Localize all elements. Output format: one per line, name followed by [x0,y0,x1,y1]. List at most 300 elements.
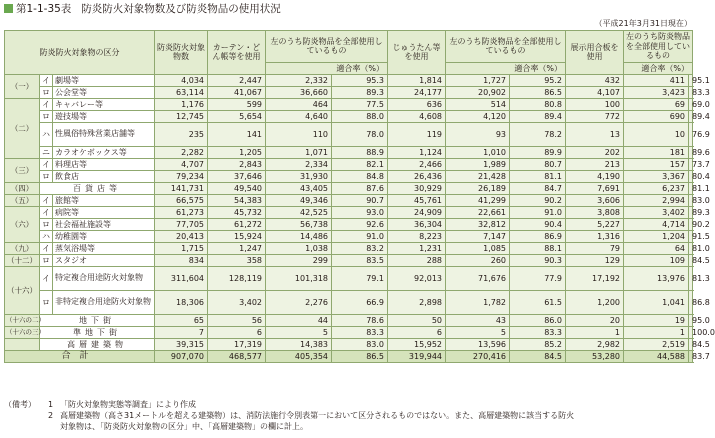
group-label: （十六） [5,266,40,314]
cell-value: 86.5 [510,86,566,98]
cell-value: 91.5 [689,230,693,242]
category-name: 社会福祉施設等 [53,218,155,230]
header-curtain: カーテン・どん帳等を使用 [208,31,266,75]
cell-value: 17,319 [208,338,266,350]
cell-value: 1 [624,326,689,338]
cell-value: 15,924 [208,230,266,242]
cell-value: 81.0 [689,242,693,254]
group-label [5,338,40,350]
category-name: 性風俗特殊営業店舗等 [53,122,155,146]
cell-value: 42,525 [266,206,332,218]
header-rate-curtain: 適合率（%） [266,62,388,74]
category-name: カラオケボックス等 [53,146,155,158]
table-row [5,290,693,314]
cell-value: 128,119 [208,266,266,290]
category-mark: イ [40,74,53,86]
total-value: 86.5 [332,350,388,362]
cell-value: 95.2 [510,74,566,86]
cell-value: 79.1 [332,266,388,290]
as-of-date: （平成21年3月31日現在） [594,19,692,28]
category-mark: イ [40,98,53,110]
table-row [5,110,693,122]
cell-value: 84.5 [689,338,693,350]
cell-value: 4,120 [446,110,510,122]
total-value: 907,070 [155,350,208,362]
cell-value: 30,929 [388,182,446,194]
cell-value: 1,715 [155,242,208,254]
cell-value: 3,606 [566,194,624,206]
cell-value: 3,367 [624,170,689,182]
cell-value: 89.9 [510,146,566,158]
cell-value: 109 [624,254,689,266]
cell-value: 14,486 [266,230,332,242]
table-row [5,182,693,194]
cell-value: 110 [266,122,332,146]
table-row [5,314,693,326]
cell-value: 83.0 [332,338,388,350]
cell-value: 20,902 [446,86,510,98]
cell-value: 83.2 [332,242,388,254]
cell-value: 2,332 [266,74,332,86]
cell-value: 26,189 [446,182,510,194]
table-row [5,338,693,350]
cell-value: 93 [446,122,510,146]
cell-value: 2,898 [388,290,446,314]
cell-value: 82.1 [332,158,388,170]
cell-value: 49,540 [208,182,266,194]
category-mark: ハ [40,122,53,146]
cell-value: 299 [266,254,332,266]
category-mark: ロ [40,110,53,122]
cell-value: 4,190 [566,170,624,182]
cell-value: 2,994 [624,194,689,206]
table-row [5,146,693,158]
cell-value: 76.9 [689,122,693,146]
cell-value: 45,732 [208,206,266,218]
group-label: （九） [5,242,40,254]
cell-value: 8,223 [388,230,446,242]
cell-value: 78.6 [332,314,388,326]
cell-value: 100 [566,98,624,110]
cell-value: 95.1 [689,74,693,86]
cell-value: 1,176 [155,98,208,110]
cell-value: 24,177 [388,86,446,98]
cell-value: 2,843 [208,158,266,170]
group-label: （五） [5,194,40,206]
cell-value: 260 [446,254,510,266]
category-mark: イ [40,242,53,254]
cell-value: 4,714 [624,218,689,230]
total-value: 319,944 [388,350,446,362]
cell-value: 89.4 [689,110,693,122]
category-mark: ハ [40,230,53,242]
cell-value: 5,654 [208,110,266,122]
cell-value: 77.9 [510,266,566,290]
cell-value: 2,282 [155,146,208,158]
category-name: 特定複合用途防火対象物 [53,266,155,290]
total-value: 84.5 [510,350,566,362]
cell-value: 411 [624,74,689,86]
category-name: 病院等 [53,206,155,218]
cell-value: 213 [566,158,624,170]
cell-value: 83.3 [332,326,388,338]
cell-value: 80.7 [510,158,566,170]
category-mark: ニ [40,146,53,158]
category-name: 非特定複合用途防火対象物 [53,290,155,314]
table-title-text: 防炎防火対象物数及び防炎物品の使用状況 [81,3,281,15]
cell-value: 37,646 [208,170,266,182]
cell-value: 63,114 [155,86,208,98]
cell-value: 1,814 [388,74,446,86]
category-name: 蒸気浴場等 [53,242,155,254]
total-value: 44,588 [624,350,689,362]
cell-value: 235 [155,122,208,146]
cell-value: 2,519 [624,338,689,350]
cell-value: 83.3 [510,326,566,338]
cell-value: 86.0 [510,314,566,326]
cell-value: 15,952 [388,338,446,350]
cell-value: 89.3 [689,206,693,218]
notes [4,399,694,432]
total-value: 270,416 [446,350,510,362]
header-plywood: 展示用合板を使用 [566,31,624,75]
cell-value: 636 [388,98,446,110]
category-name: 飲食店 [53,170,155,182]
cell-value: 83.5 [332,254,388,266]
cell-value: 88.1 [510,242,566,254]
cell-value: 3,402 [208,290,266,314]
cell-value: 1,782 [446,290,510,314]
header-rate-carpet: 適合率（%） [446,62,566,74]
cell-value: 12,745 [155,110,208,122]
cell-value: 101,318 [266,266,332,290]
cell-value: 7,147 [446,230,510,242]
cell-value: 20 [566,314,624,326]
category-name: 旅館等 [53,194,155,206]
category-name: 幼稚園等 [53,230,155,242]
cell-value: 4,107 [566,86,624,98]
cell-value: 61,272 [208,218,266,230]
cell-value: 90.3 [510,254,566,266]
category-mark: イ [40,266,53,290]
cell-value: 141 [208,122,266,146]
cell-value: 1,727 [446,74,510,86]
table-number: 第1-1-35表 [16,3,72,15]
cell-value: 20,413 [155,230,208,242]
cell-value: 66,575 [155,194,208,206]
cell-value: 22,661 [446,206,510,218]
cell-value: 4,707 [155,158,208,170]
cell-value: 4,034 [155,74,208,86]
cell-value: 93.0 [332,206,388,218]
table-body [5,74,715,362]
cell-value: 100.0 [689,326,693,338]
table-row [5,218,693,230]
cell-value: 77.5 [332,98,388,110]
cell-value: 13,976 [624,266,689,290]
cell-value: 95.3 [332,74,388,86]
cell-value: 2,447 [208,74,266,86]
cell-value: 81.1 [689,182,693,194]
cell-value: 6 [388,326,446,338]
cell-value: 65 [155,314,208,326]
cell-value: 90.7 [332,194,388,206]
table-row [5,266,693,290]
cell-value: 4,640 [266,110,332,122]
cell-value: 1,038 [266,242,332,254]
group-label: （十二） [5,254,40,266]
total-label: 合計 [5,350,155,362]
cell-value: 85.2 [510,338,566,350]
cell-value: 3,402 [624,206,689,218]
data-table [4,30,715,363]
cell-value: 834 [155,254,208,266]
table-row [5,74,693,86]
note-2-number: 2 [48,411,54,420]
cell-value: 31,930 [266,170,332,182]
cell-value: 79,234 [155,170,208,182]
cell-value: 92.6 [332,218,388,230]
cell-value: 1,085 [446,242,510,254]
cell-value: 90.2 [510,194,566,206]
total-value: 405,354 [266,350,332,362]
cell-value: 56,738 [266,218,332,230]
cell-value: 288 [388,254,446,266]
cell-value: 83.0 [689,194,693,206]
total-value: 53,280 [566,350,624,362]
cell-value: 90.2 [689,218,693,230]
table-row [5,254,693,266]
cell-value: 61,273 [155,206,208,218]
category-mark: ロ [40,290,53,314]
cell-value: 5,227 [566,218,624,230]
table-title [4,2,281,16]
category-name: 劇場等 [53,74,155,86]
group-label: （十六の三） [5,326,40,338]
cell-value: 92,013 [388,266,446,290]
category-name: スタジオ [53,254,155,266]
notes-label: （備考） [4,400,36,409]
group-label: （四） [5,182,40,194]
category-name: 百貨店等 [40,182,155,194]
cell-value: 14,383 [266,338,332,350]
cell-value: 79 [566,242,624,254]
cell-value: 5 [446,326,510,338]
cell-value: 89.6 [689,146,693,158]
cell-value: 13 [566,122,624,146]
table-row [5,122,693,146]
cell-value: 1,071 [266,146,332,158]
cell-value: 3,808 [566,206,624,218]
cell-value: 78.0 [332,122,388,146]
cell-value: 84.7 [510,182,566,194]
cell-value: 181 [624,146,689,158]
cell-value: 36,660 [266,86,332,98]
cell-value: 54,383 [208,194,266,206]
cell-value: 1,231 [388,242,446,254]
cell-value: 514 [446,98,510,110]
header-carpet: じゅうたん等を使用 [388,31,446,75]
cell-value: 88.9 [332,146,388,158]
cell-value: 56 [208,314,266,326]
cell-value: 61.5 [510,290,566,314]
group-label: （一） [5,74,40,98]
cell-value: 45,761 [388,194,446,206]
cell-value: 4,608 [388,110,446,122]
cell-value: 84.5 [689,254,693,266]
category-name: 高層建築物 [40,338,155,350]
table-row [5,230,693,242]
cell-value: 2,276 [266,290,332,314]
cell-value: 66.9 [332,290,388,314]
cell-value: 26,436 [388,170,446,182]
cell-value: 80.8 [510,98,566,110]
cell-value: 358 [208,254,266,266]
cell-value: 3,423 [624,86,689,98]
cell-value: 21,428 [446,170,510,182]
cell-value: 81.1 [510,170,566,182]
cell-value: 1,124 [388,146,446,158]
cell-value: 43 [446,314,510,326]
table-row [5,242,693,254]
header-plywood-all: 左のうち防炎物品を全部使用しているもの [624,31,693,63]
cell-value: 311,604 [155,266,208,290]
cell-value: 73.7 [689,158,693,170]
cell-value: 1,316 [566,230,624,242]
cell-value: 599 [208,98,266,110]
group-label: （二） [5,98,40,158]
table-row [5,326,693,338]
cell-value: 1 [566,326,624,338]
cell-value: 95.0 [689,314,693,326]
total-value: 468,577 [208,350,266,362]
category-name: 地下街 [40,314,155,326]
cell-value: 129 [566,254,624,266]
group-label: （六） [5,206,40,242]
cell-value: 464 [266,98,332,110]
table-row [5,206,693,218]
cell-value: 43,405 [266,182,332,194]
cell-value: 13,596 [446,338,510,350]
cell-value: 772 [566,110,624,122]
cell-value: 83.3 [689,86,693,98]
cell-value: 49,346 [266,194,332,206]
cell-value: 41,067 [208,86,266,98]
cell-value: 2,334 [266,158,332,170]
title-marker-icon [4,4,13,13]
cell-value: 6,237 [624,182,689,194]
cell-value: 78.2 [510,122,566,146]
cell-value: 1,204 [624,230,689,242]
note-1: 「防火対象物実態等調査」により作成 [60,400,196,409]
cell-value: 77,705 [155,218,208,230]
cell-value: 69.0 [689,98,693,110]
cell-value: 39,315 [155,338,208,350]
cell-value: 32,812 [446,218,510,230]
cell-value: 119 [388,122,446,146]
table-row [5,170,693,182]
cell-value: 36,304 [388,218,446,230]
cell-value: 1,205 [208,146,266,158]
header-carpet-all: 左のうち防炎物品を全部使用しているもの [446,31,566,63]
category-name: 料理店等 [53,158,155,170]
cell-value: 88.0 [332,110,388,122]
group-label: （十六の二） [5,314,40,326]
cell-value: 81.3 [689,266,693,290]
cell-value: 10 [624,122,689,146]
cell-value: 89.4 [510,110,566,122]
header-count: 防炎防火対象物数 [155,31,208,75]
cell-value: 86.8 [689,290,693,314]
cell-value: 91.0 [332,230,388,242]
cell-value: 1,010 [446,146,510,158]
category-name: キャバレー等 [53,98,155,110]
cell-value: 2,982 [566,338,624,350]
category-mark: イ [40,206,53,218]
header-rate-plywood: 適合率（%） [624,62,693,74]
cell-value: 44 [266,314,332,326]
cell-value: 141,731 [155,182,208,194]
cell-value: 91.0 [510,206,566,218]
cell-value: 90.4 [510,218,566,230]
cell-value: 41,299 [446,194,510,206]
cell-value: 87.6 [332,182,388,194]
cell-value: 86.9 [510,230,566,242]
cell-value: 7 [155,326,208,338]
cell-value: 7,691 [566,182,624,194]
cell-value: 432 [566,74,624,86]
cell-value: 18,306 [155,290,208,314]
cell-value: 69 [624,98,689,110]
note-2-line-1: 高層建築物（高さ31メートルを超える建築物）は、消防法施行令別表第一において区分されるものではない。また、高層建築物に該当する防火 [60,411,575,420]
total-row [5,350,693,362]
cell-value: 19 [624,314,689,326]
note-2-line-2: 対象物は、「防炎防火対象物の区分」中、「高層建築物」の欄に計上。 [60,422,308,431]
category-mark: イ [40,194,53,206]
cell-value: 690 [624,110,689,122]
cell-value: 202 [566,146,624,158]
total-value: 83.7 [689,350,693,362]
cell-value: 71,676 [446,266,510,290]
category-mark: ロ [40,170,53,182]
header-category: 防炎防火対象物の区分 [5,31,155,75]
cell-value: 17,192 [566,266,624,290]
note-1-number: 1 [48,400,54,409]
cell-value: 24,909 [388,206,446,218]
cell-value: 5 [266,326,332,338]
category-name: 遊技場等 [53,110,155,122]
table-row [5,86,693,98]
category-mark: ロ [40,254,53,266]
cell-value: 2,466 [388,158,446,170]
cell-value: 6 [208,326,266,338]
cell-value: 80.4 [689,170,693,182]
cell-value: 64 [624,242,689,254]
group-label: （三） [5,158,40,182]
cell-value: 1,247 [208,242,266,254]
cell-value: 1,989 [446,158,510,170]
category-mark: ロ [40,86,53,98]
category-name: 公会堂等 [53,86,155,98]
category-name: 準地下街 [40,326,155,338]
table-row [5,194,693,206]
cell-value: 89.3 [332,86,388,98]
cell-value: 157 [624,158,689,170]
cell-value: 50 [388,314,446,326]
cell-value: 1,041 [624,290,689,314]
cell-value: 84.8 [332,170,388,182]
table-row [5,158,693,170]
